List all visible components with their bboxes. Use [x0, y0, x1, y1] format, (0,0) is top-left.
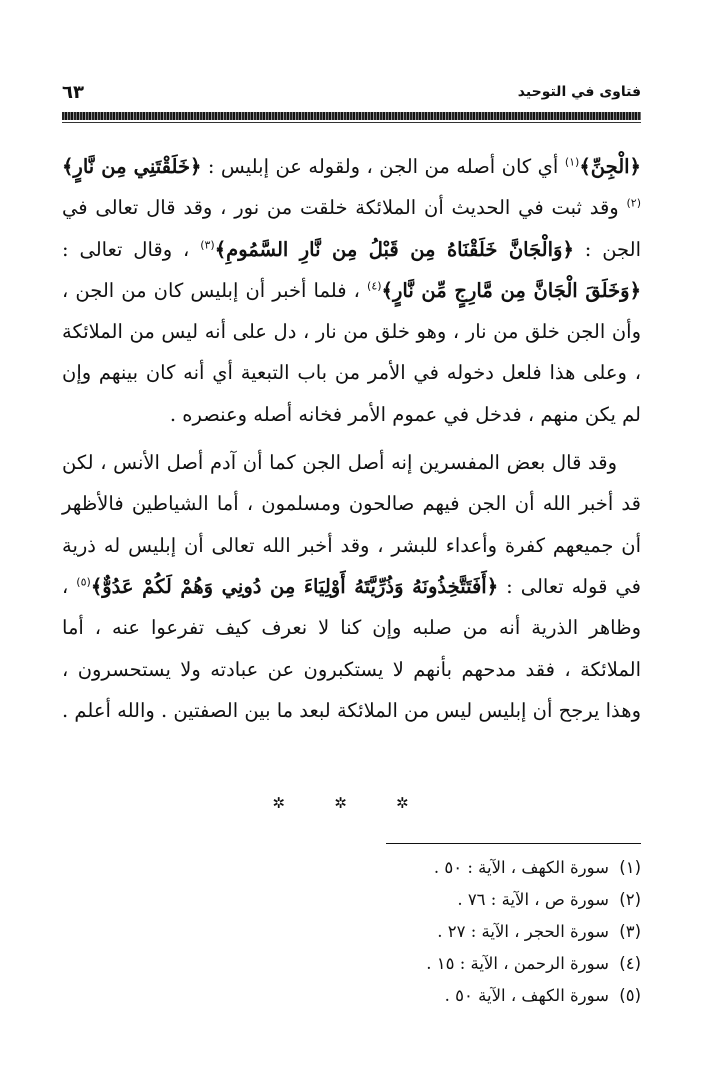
- footnote-item: [426, 916, 641, 948]
- footnote-number: (١): [619, 858, 641, 877]
- footnote-number: (٤): [619, 954, 641, 973]
- text-run: ، وقال تعالى :: [62, 237, 201, 261]
- footnote-text: سورة الحجر ، الآية : ٢٧ .: [437, 922, 609, 941]
- quran-quote: ﴿وَخَلَقَ الْجَانَّ مِن مَّارِجٍ مِّن نَّارٍ﴾: [381, 278, 641, 302]
- header-divider-thin: [62, 122, 641, 123]
- footnote-reference: (٤): [367, 279, 382, 293]
- footnote-text: سورة الكهف ، الآية : ٥٠ .: [433, 858, 609, 877]
- footnote-text: سورة ص ، الآية : ٧٦ .: [457, 890, 609, 909]
- book-title: فتاوى في التوحيد: [517, 84, 641, 100]
- footnote-text: سورة الكهف ، الآية ٥٠ .: [444, 986, 609, 1005]
- quran-quote: ﴿الْجِنِّ﴾: [579, 155, 641, 178]
- footnote-reference: (٥): [76, 575, 91, 589]
- body-text: [62, 146, 641, 738]
- footnote-item: [426, 852, 641, 884]
- quran-quote: ﴿خَلَقْتَنِي مِن نَّارٍ﴾: [62, 155, 202, 178]
- section-separator: ✲ ✲ ✲: [272, 794, 431, 812]
- footnote-item: [426, 948, 641, 980]
- running-header: [62, 82, 641, 106]
- header-divider: [62, 112, 641, 120]
- footnote-number: (٥): [619, 986, 641, 1005]
- footnote-reference: (١): [564, 155, 580, 169]
- text-run: وقد قال بعض المفسرين إنه أصل الجن كما أن آدم أصل الأنس ، لكن قد أخبر الله أن الجن فيهم صالحون ومسلمون ، أما الشياطين فالأظهر أن جميعهم كفرة وأعداء للبشر ، وقد أخبر الله تعالى أن إبليس له ذرية في قوله تعالى :: [62, 451, 642, 598]
- text-run: وقد ثبت في الحديث أن الملائكة خلقت من نور ، وقد قال تعالى في الجن :: [62, 196, 641, 261]
- quran-quote: ﴿أَفَتَتَّخِذُونَهُ وَذُرِّيَّتَهُ أَوْلِيَاءَ مِن دُونِي وَهُمْ لَكُمْ عَدُوٌّ﴾: [90, 574, 499, 598]
- footnotes-list: [426, 852, 641, 1012]
- footnote-divider: [386, 843, 641, 844]
- footnote-text: سورة الرحمن ، الآية : ١٥ .: [426, 954, 609, 973]
- page-number: ٦٣: [62, 82, 84, 103]
- footnote-item: [426, 980, 641, 1012]
- text-run: أي كان أصله من الجن ، ولقوله عن إبليس :: [201, 155, 565, 178]
- footnote-reference: (٢): [626, 196, 641, 210]
- footnote-item: [426, 884, 641, 916]
- body-paragraph: [62, 442, 641, 731]
- footnote-reference: (٣): [200, 238, 215, 252]
- body-paragraph: [62, 146, 641, 435]
- quran-quote: ﴿وَالْجَانَّ خَلَقْنَاهُ مِن قَبْلُ مِن نَّارِ السَّمُومِ﴾: [214, 237, 574, 261]
- text-run: ، فلما أخبر أن إبليس كان من الجن ، وأن الجن خلق من نار ، وهو خلق من نار ، دل على أنه ليس من الملائكة ، وعلى هذا فلعل دخوله في الأمر من باب التبعية أي أنه كان بينهم وإن لم يكن منهم ، فدخل في عموم الأمر فخانه أصله وعنصره .: [62, 278, 641, 426]
- text-run: ، وظاهر الذرية أنه من صلبه وإن كنا لا نعرف كيف تفرعوا عنه ، أما الملائكة ، فقد مدحهم بأنهم لا يستكبرون عن عبادته ولا يستحسرون ، وهذا يرجح أن إبليس ليس من الملائكة لبعد ما بين الصفتين . والله أعلم .: [62, 574, 641, 722]
- footnote-number: (٢): [619, 890, 641, 909]
- footnote-number: (٣): [619, 922, 641, 941]
